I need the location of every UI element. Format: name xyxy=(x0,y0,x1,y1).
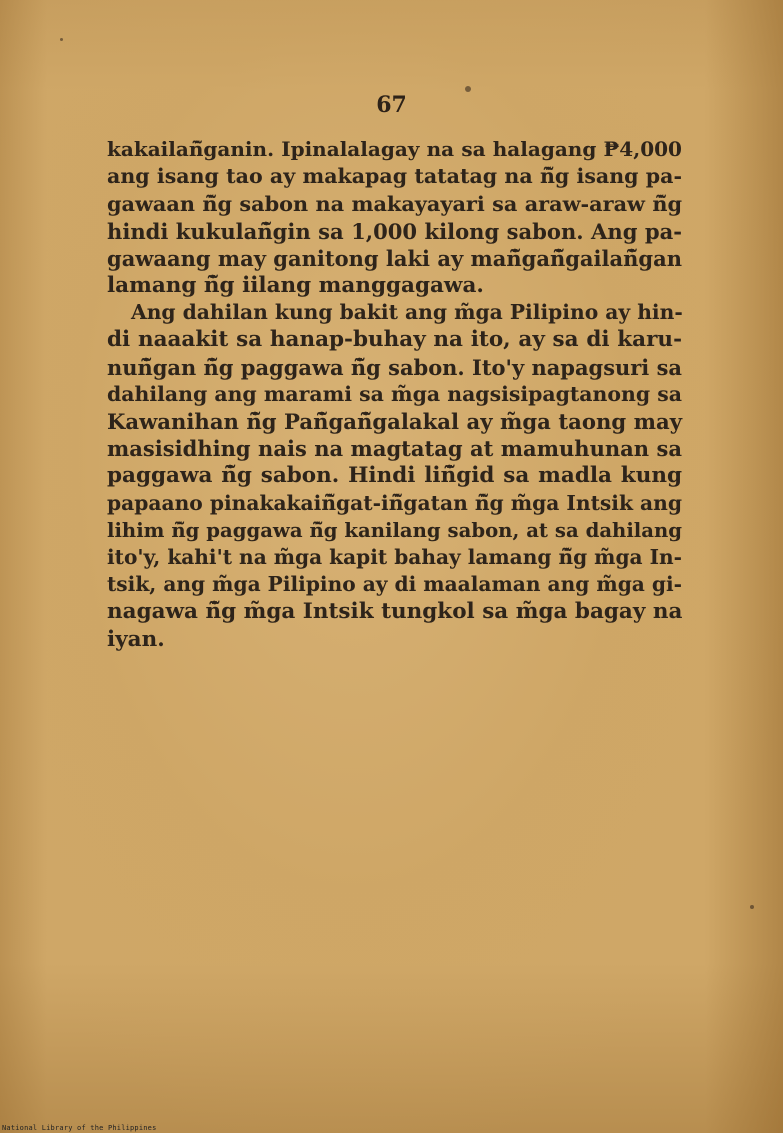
text-line: iyan. xyxy=(107,626,165,652)
paragraph xyxy=(107,299,682,653)
ink-speck xyxy=(60,38,63,41)
text-line: hindi kukulañ̃gin sa 1,000 kilong sabon. Ang pa- xyxy=(107,218,682,244)
text-line: ito'y, kahi't na m̃ga kapit bahay lamang ñ̃g m̃ga In- xyxy=(107,545,682,570)
library-credit: National Library of the Philippines xyxy=(2,1124,157,1132)
text-line: kakailañ̃ganin. Ipinalalagay na sa halagang ₱4,000 xyxy=(107,137,682,161)
text-line: lamang ñ̃g iilang manggagawa. xyxy=(107,273,484,299)
text-line: Ang dahilan kung bakit ang m̃ga Pilipino ay hin- xyxy=(131,300,683,325)
text-line: dahilang ang marami sa m̃ga nagsisipagtanong sa xyxy=(107,381,682,406)
text-line: paggawa ñ̃g sabon. Hindi liñ̃gid sa madla kung xyxy=(107,463,682,489)
text-line: nagawa ñ̃g m̃ga Intsik tungkol sa m̃ga bagay na xyxy=(107,599,683,625)
text-line: masisidhing nais na magtatag at mamuhunan sa xyxy=(107,436,682,462)
ink-speck xyxy=(750,905,754,909)
text-line: ang isang tao ay makapag tatatag na ñ̃g isang pa- xyxy=(107,164,682,189)
paragraph xyxy=(107,136,682,299)
text-line: tsik, ang m̃ga Pilipino ay di maalaman ang m̃ga gi- xyxy=(107,572,682,597)
text-line: nuñ̃gan ñ̃g paggawa ñ̃g sabon. Ito'y napagsuri sa xyxy=(107,354,682,380)
text-line: gawaang may ganitong laki ay mañ̃gañ̃gailañ̃gan xyxy=(107,245,682,271)
text-line: di naaakit sa hanap-buhay na ito, ay sa di karu- xyxy=(107,327,682,353)
text-line: Kawanihan ñ̃g Pañ̃gañ̃galakal ay m̃ga taong may xyxy=(107,409,682,435)
body-text xyxy=(107,136,682,653)
page-number: 67 xyxy=(376,92,407,118)
text-line: lihim ñ̃g paggawa ñ̃g kanilang sabon, at sa dahilang xyxy=(107,518,682,542)
text-line: gawaan ñ̃g sabon na makayayari sa araw-araw ñ̃g xyxy=(107,191,682,217)
text-line: papaano pinakakaiñ̃gat-iñ̃gatan ñ̃g m̃ga Intsik ang xyxy=(107,490,682,515)
